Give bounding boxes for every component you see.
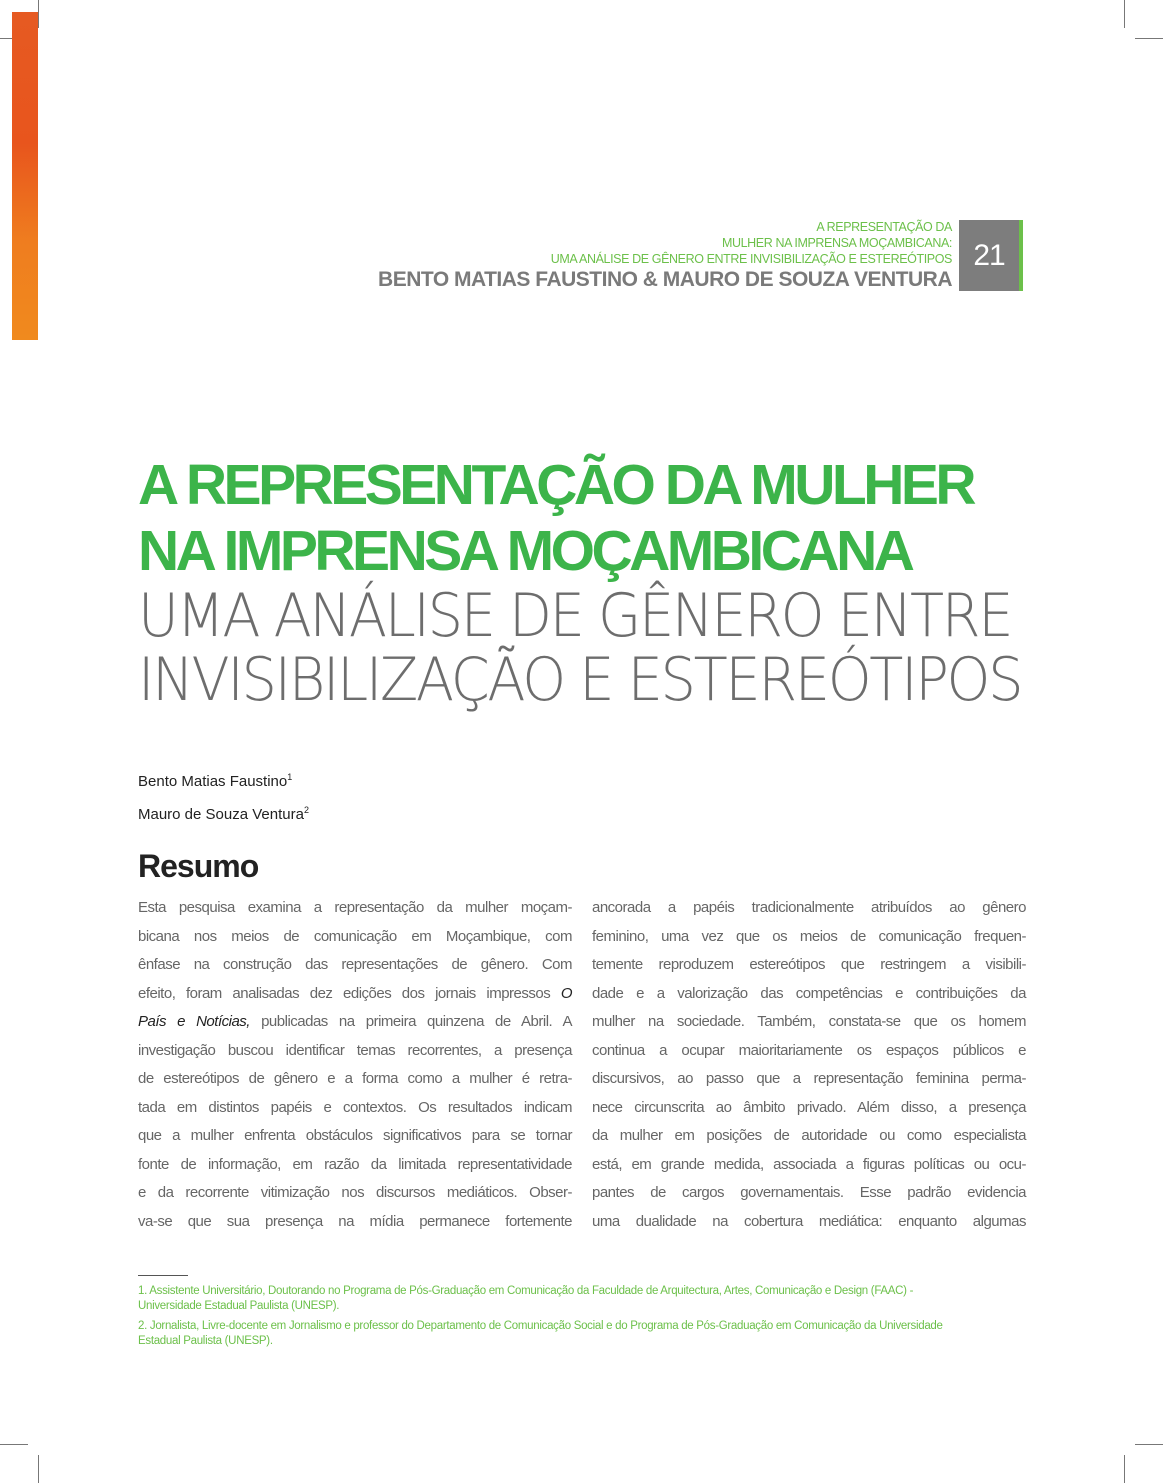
- text-line: continua a ocupar maioritariamente os espaços públicos e: [592, 1041, 1026, 1059]
- text-line: pantes de cargos governamentais. Esse padrão evidencia: [592, 1184, 1026, 1201]
- title-subtitle-line: [138, 645, 1038, 715]
- text-line: tada em distintos papéis e contextos. Os resultados indicam: [138, 1098, 572, 1116]
- text-line: está, em grande medida, associada a figuras políticas ou ocu-: [592, 1155, 1026, 1173]
- crop-mark: [38, 1455, 39, 1483]
- author-list: [138, 763, 309, 829]
- crop-mark: [1124, 0, 1125, 28]
- text-line: fonte de informação, em razão da limitada representatividade: [138, 1155, 572, 1173]
- running-head-authors: BENTO MATIAS FAUSTINO & MAURO DE SOUZA VENTURA: [378, 268, 952, 291]
- text-line: feminino, uma vez que os meios de comunicação frequen-: [592, 927, 1026, 945]
- text-line: bicana nos meios de comunicação em Moçambique, com: [138, 927, 572, 945]
- footnote-ref[interactable]: 2: [303, 805, 309, 815]
- author-name-text: Bento Matias Faustino: [138, 773, 288, 790]
- text-line: va-se que sua presença na mídia permanece fortemente: [138, 1212, 572, 1230]
- text-line: País e Notícias, publicadas na primeira quinzena de Abril. A: [138, 1013, 573, 1030]
- chapter-color-bar: [12, 12, 38, 340]
- text-line: de estereótipos de gênero e a forma como a mulher é retra-: [138, 1070, 572, 1087]
- text-line: ênfase na construção das representações de gênero. Com: [138, 956, 572, 973]
- author-name: [138, 763, 309, 796]
- text-line: nece circunscrita ao âmbito privado. Além disso, a presença: [592, 1098, 1026, 1116]
- page-number-box: [959, 220, 1023, 291]
- running-head-line: UMA ANÁLISE DE GÊNERO ENTRE INVISIBILIZAÇÃO E ESTEREÓTIPOS: [550, 252, 952, 266]
- text-line: e da recorrente vitimização nos discursos mediáticos. Obser-: [138, 1184, 572, 1201]
- text-line: dade e a valorização das competências e contribuições da: [592, 984, 1026, 1002]
- footnote-ref[interactable]: 1: [287, 772, 293, 782]
- title-main-line: A REPRESENTAÇÃO DA MULHER: [138, 453, 974, 517]
- title-subtitle-text: INVISIBILIZAÇÃO E ESTEREÓTIPOS: [138, 645, 1022, 715]
- crop-mark: [1124, 1455, 1125, 1483]
- text-line: ancorada a papéis tradicionalmente atribuídos ao gênero: [592, 899, 1026, 916]
- footnotes: [138, 1284, 958, 1354]
- running-head-line: A REPRESENTAÇÃO DA: [816, 220, 952, 234]
- author-name-text: Mauro de Souza Ventura: [138, 806, 304, 823]
- text-line: que a mulher enfrenta obstáculos significativos para se tornar: [138, 1127, 572, 1144]
- crop-mark: [0, 1444, 28, 1445]
- text-line: efeito, foram analisadas dez edições dos jornais impressos O: [138, 984, 572, 1002]
- abstract-column-right: [592, 894, 1026, 1236]
- text-line: da mulher em posições de autoridade ou como especialista: [592, 1127, 1026, 1144]
- crop-mark: [1135, 1444, 1163, 1445]
- text-line: Esta pesquisa examina a representação da mulher moçam-: [138, 899, 572, 916]
- text-line: investigação buscou identificar temas recorrentes, a presença: [138, 1041, 572, 1059]
- footnote: 1. Assistente Universitário, Doutorando no Programa de Pós-Graduação em Comunicação da Faculdade de Arquitectura, Artes, Comunicação e Design (FAAC) - Universidade Estadual Paulista (UNESP).: [138, 1285, 914, 1312]
- text-line: uma dualidade na cobertura mediática: enquanto algumas: [592, 1212, 1026, 1230]
- text-line: mulher na sociedade. Também, constata-se que os homem: [592, 1013, 1026, 1030]
- abstract-heading: Resumo: [138, 848, 259, 884]
- title-subtitle-line: [138, 581, 1038, 651]
- crop-mark: [38, 0, 39, 28]
- title-main-line: NA IMPRENSA MOÇAMBICANA: [138, 519, 912, 583]
- running-head: [252, 219, 952, 293]
- author-name: [138, 796, 309, 829]
- abstract-column-left: [138, 894, 572, 1236]
- running-head-line: MULHER NA IMPRENSA MOÇAMBICANA:: [721, 236, 952, 250]
- crop-mark: [1135, 38, 1163, 39]
- footnote-divider: [138, 1275, 188, 1276]
- page-number: 21: [973, 238, 1005, 272]
- article-title: [138, 452, 1038, 715]
- footnote: 2. Jornalista, Livre-docente em Jornalismo e professor do Departamento de Comunicação Social e do Programa de Pós-Graduação em Comunicação da Universidade Estadual Paulista (UNESP).: [138, 1320, 943, 1347]
- text-line: discursivos, ao passo que a representação feminina perma-: [592, 1070, 1026, 1087]
- title-subtitle-text: UMA ANÁLISE DE GÊNERO ENTRE: [138, 581, 1012, 651]
- text-line: temente reproduzem estereótipos que restringem a visibili-: [592, 956, 1026, 973]
